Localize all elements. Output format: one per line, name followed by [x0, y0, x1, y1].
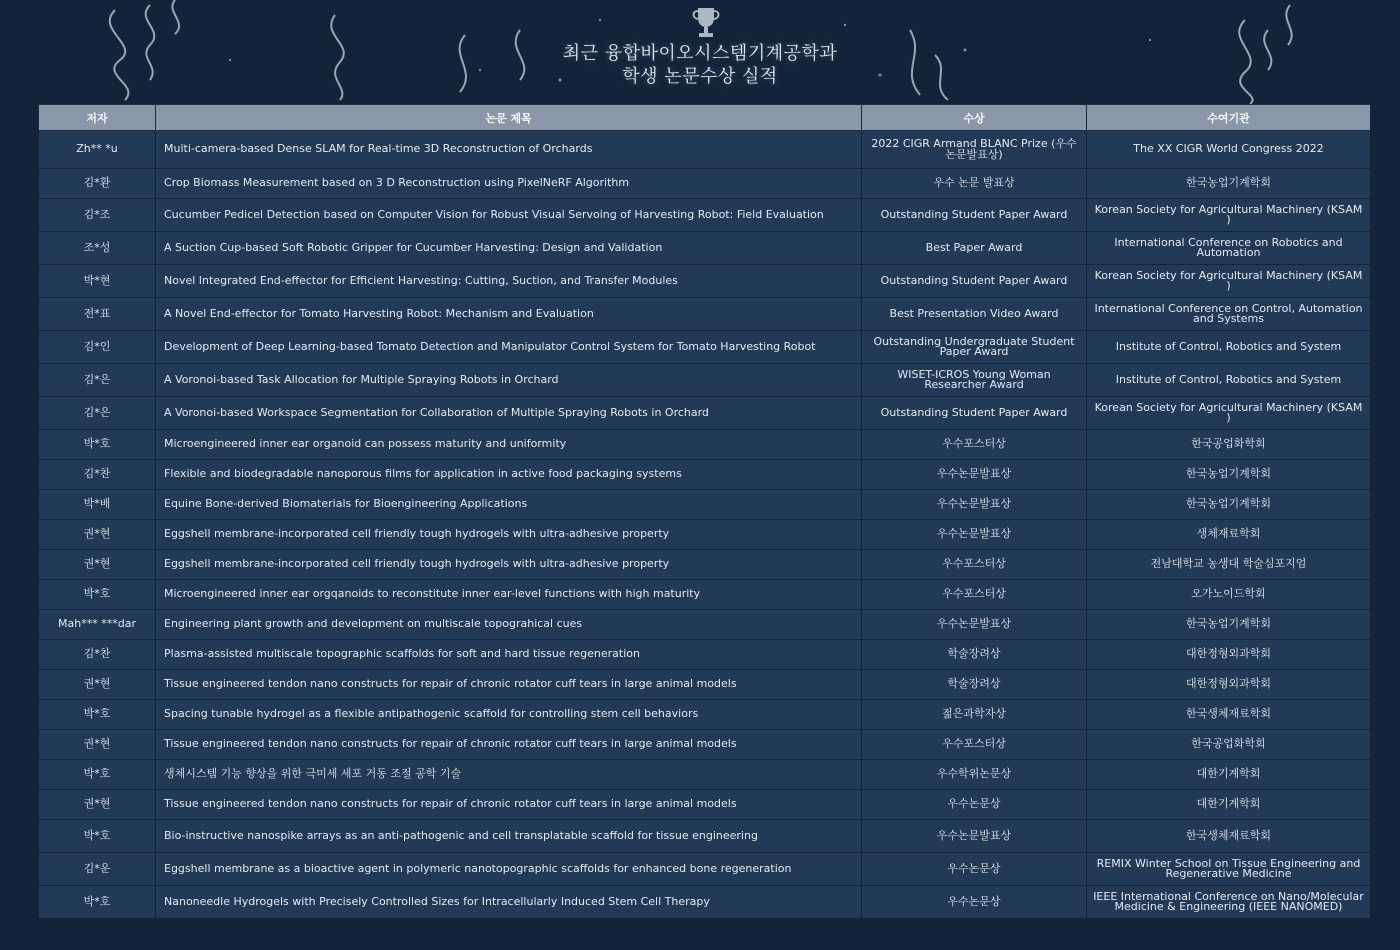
org-cell: 한국농업기계학회 [1087, 490, 1371, 520]
org-cell: Institute of Control, Robotics and System [1087, 331, 1371, 364]
table-row [39, 232, 1371, 265]
org-cell: 대한정형외과학회 [1087, 640, 1371, 670]
author-cell: 박*호 [39, 580, 156, 610]
author-cell: 김*환 [39, 169, 156, 199]
author-cell: 김*운 [39, 853, 156, 886]
org-cell: 한국공업화학회 [1087, 430, 1371, 460]
table-row [39, 131, 1371, 169]
author-cell: 박*호 [39, 430, 156, 460]
award-cell: 우수논문발표상 [862, 460, 1087, 490]
table-row [39, 640, 1371, 670]
award-cell: 학술장려상 [862, 640, 1087, 670]
title-cell: Eggshell membrane as a bioactive agent in polymeric nanotopographic scaffolds for enhanced bone regeneration [156, 853, 862, 886]
table-row [39, 520, 1371, 550]
award-cell: Outstanding Student Paper Award [862, 397, 1087, 430]
award-cell: 우수논문발표상 [862, 520, 1087, 550]
title-cell: Multi-camera-based Dense SLAM for Real-time 3D Reconstruction of Orchards [156, 131, 862, 169]
table-row [39, 730, 1371, 760]
author-cell: 김*은 [39, 364, 156, 397]
table-row [39, 265, 1371, 298]
author-cell: 김*찬 [39, 460, 156, 490]
author-cell: 권*현 [39, 670, 156, 700]
author-cell: 박*배 [39, 490, 156, 520]
title-cell: Tissue engineered tendon nano constructs for repair of chronic rotator cuff tears in large animal models [156, 730, 862, 760]
award-cell: 젊은과학자상 [862, 700, 1087, 730]
author-cell: 박*호 [39, 820, 156, 853]
table-row [39, 397, 1371, 430]
org-cell: 오가노이드학회 [1087, 580, 1371, 610]
title-cell: Microengineered inner ear orgqanoids to reconstitute inner ear-level functions with high maturity [156, 580, 862, 610]
award-cell: 우수학위논문상 [862, 760, 1087, 790]
author-cell: 김*찬 [39, 640, 156, 670]
title-cell: Plasma-assisted multiscale topographic scaffolds for soft and hard tissue regeneration [156, 640, 862, 670]
award-cell: 우수포스터상 [862, 430, 1087, 460]
author-cell: 김*은 [39, 397, 156, 430]
table-row [39, 886, 1371, 919]
author-cell: 전*표 [39, 298, 156, 331]
award-cell: 우수논문상 [862, 853, 1087, 886]
award-cell: 우수논문상 [862, 790, 1087, 820]
table-row [39, 670, 1371, 700]
table-row [39, 490, 1371, 520]
author-cell: Mah*** ***dar [39, 610, 156, 640]
award-cell: Best Presentation Video Award [862, 298, 1087, 331]
author-cell: 권*현 [39, 550, 156, 580]
title-cell: Cucumber Pedicel Detection based on Computer Vision for Robust Visual Servoing of Harvesting Robot: Field Evaluation [156, 199, 862, 232]
page-title-line2: 학생 논문수상 실적 [622, 66, 778, 87]
org-cell: 전남대학교 농생대 학술심포지엄 [1087, 550, 1371, 580]
author-cell: 권*현 [39, 520, 156, 550]
award-cell: Outstanding Student Paper Award [862, 265, 1087, 298]
title-cell: Tissue engineered tendon nano constructs for repair of chronic rotator cuff tears in large animal models [156, 670, 862, 700]
org-cell: REMIX Winter School on Tissue Engineering and Regenerative Medicine [1087, 853, 1371, 886]
org-cell: The XX CIGR World Congress 2022 [1087, 131, 1371, 169]
award-cell: 우수포스터상 [862, 730, 1087, 760]
award-cell: Outstanding Undergraduate Student Paper Award [862, 331, 1087, 364]
table-row [39, 169, 1371, 199]
title-cell: A Voronoi-based Task Allocation for Multiple Spraying Robots in Orchard [156, 364, 862, 397]
org-cell: 생체재료학회 [1087, 520, 1371, 550]
table-row [39, 790, 1371, 820]
award-cell: Outstanding Student Paper Award [862, 199, 1087, 232]
award-cell: 학술장려상 [862, 670, 1087, 700]
table-row [39, 820, 1371, 853]
table-row [39, 550, 1371, 580]
title-cell: Crop Biomass Measurement based on 3 D Reconstruction using PixelNeRF Algorithm [156, 169, 862, 199]
award-cell: 2022 CIGR Armand BLANC Prize (우수논문발표상) [862, 131, 1087, 169]
table-row [39, 460, 1371, 490]
award-cell: 우수 논문 발표상 [862, 169, 1087, 199]
award-cell: Best Paper Award [862, 232, 1087, 265]
header-author: 저자 [39, 105, 156, 131]
header-banner [0, 0, 1400, 104]
title-cell: A Voronoi-based Workspace Segmentation for Collaboration of Multiple Spraying Robots in Orchard [156, 397, 862, 430]
title-cell: Eggshell membrane-incorporated cell friendly tough hydrogels with ultra-adhesive property [156, 520, 862, 550]
org-cell: Korean Society for Agricultural Machinery (KSAM ) [1087, 265, 1371, 298]
org-cell: 한국농업기계학회 [1087, 610, 1371, 640]
title-cell: Spacing tunable hydrogel as a flexible antipathogenic scaffold for controlling stem cell behaviors [156, 700, 862, 730]
title-cell: A Suction Cup-based Soft Robotic Gripper for Cucumber Harvesting: Design and Validation [156, 232, 862, 265]
author-cell: 박*호 [39, 886, 156, 919]
title-cell: 생체시스템 기능 향상을 위한 극미세 세포 거동 조절 공학 기술 [156, 760, 862, 790]
title-cell: A Novel End-effector for Tomato Harvesting Robot: Mechanism and Evaluation [156, 298, 862, 331]
org-cell: 대한기계학회 [1087, 790, 1371, 820]
table-row [39, 199, 1371, 232]
author-cell: 김*인 [39, 331, 156, 364]
org-cell: 한국농업기계학회 [1087, 169, 1371, 199]
header-title: 논문 제목 [156, 105, 862, 131]
award-cell: 우수논문발표상 [862, 490, 1087, 520]
table-row [39, 430, 1371, 460]
org-cell: 한국공업화학회 [1087, 730, 1371, 760]
title-cell: Bio-instructive nanospike arrays as an anti-pathogenic and cell transplatable scaffold for tissue engineering [156, 820, 862, 853]
org-cell: Korean Society for Agricultural Machinery (KSAM ) [1087, 397, 1371, 430]
table-row [39, 298, 1371, 331]
title-cell: Equine Bone-derived Biomaterials for Bioengineering Applications [156, 490, 862, 520]
award-cell: 우수논문발표상 [862, 820, 1087, 853]
author-cell: 권*현 [39, 790, 156, 820]
org-cell: Korean Society for Agricultural Machinery (KSAM ) [1087, 199, 1371, 232]
org-cell: International Conference on Robotics and Automation [1087, 232, 1371, 265]
title-cell: Flexible and biodegradable nanoporous films for application in active food packaging systems [156, 460, 862, 490]
page-title-line1: 최근 융합바이오시스템기계공학과 [562, 43, 838, 64]
table-row [39, 580, 1371, 610]
award-cell: WISET-ICROS Young Woman Researcher Award [862, 364, 1087, 397]
org-cell: IEEE International Conference on Nano/Molecular Medicine & Engineering (IEEE NANOMED) [1087, 886, 1371, 919]
table-row [39, 331, 1371, 364]
award-cell: 우수포스터상 [862, 580, 1087, 610]
award-cell: 우수논문상 [862, 886, 1087, 919]
table-row [39, 760, 1371, 790]
author-cell: 박*호 [39, 760, 156, 790]
org-cell: Institute of Control, Robotics and System [1087, 364, 1371, 397]
award-cell: 우수논문발표상 [862, 610, 1087, 640]
org-cell: 한국농업기계학회 [1087, 460, 1371, 490]
trophy-icon [686, 4, 726, 40]
header-award: 수상 [862, 105, 1087, 131]
author-cell: 조*성 [39, 232, 156, 265]
awards-table [38, 104, 1371, 919]
org-cell: 한국생체재료학회 [1087, 820, 1371, 853]
title-cell: Development of Deep Learning-based Tomato Detection and Manipulator Control System for Tomato Harvesting Robot [156, 331, 862, 364]
table-row [39, 700, 1371, 730]
author-cell: Zh** *u [39, 131, 156, 169]
title-cell: Engineering plant growth and development on multiscale topograhical cues [156, 610, 862, 640]
header-org: 수여기관 [1087, 105, 1371, 131]
title-cell: Eggshell membrane-incorporated cell friendly tough hydrogels with ultra-adhesive property [156, 550, 862, 580]
table-row [39, 610, 1371, 640]
table-row [39, 853, 1371, 886]
author-cell: 박*호 [39, 700, 156, 730]
title-cell: Novel Integrated End-effector for Efficient Harvesting: Cutting, Suction, and Transfer Modules [156, 265, 862, 298]
author-cell: 권*현 [39, 730, 156, 760]
award-cell: 우수포스터상 [862, 550, 1087, 580]
title-cell: Nanoneedle Hydrogels with Precisely Controlled Sizes for Intracellularly Induced Stem Cell Therapy [156, 886, 862, 919]
org-cell: 대한기계학회 [1087, 760, 1371, 790]
org-cell: International Conference on Control, Automation and Systems [1087, 298, 1371, 331]
author-cell: 박*현 [39, 265, 156, 298]
org-cell: 한국생체재료학회 [1087, 700, 1371, 730]
title-cell: Tissue engineered tendon nano constructs for repair of chronic rotator cuff tears in large animal models [156, 790, 862, 820]
title-cell: Microengineered inner ear organoid can possess maturity and uniformity [156, 430, 862, 460]
table-row [39, 364, 1371, 397]
org-cell: 대한정형외과학회 [1087, 670, 1371, 700]
table-header-row [39, 105, 1371, 131]
author-cell: 김*조 [39, 199, 156, 232]
